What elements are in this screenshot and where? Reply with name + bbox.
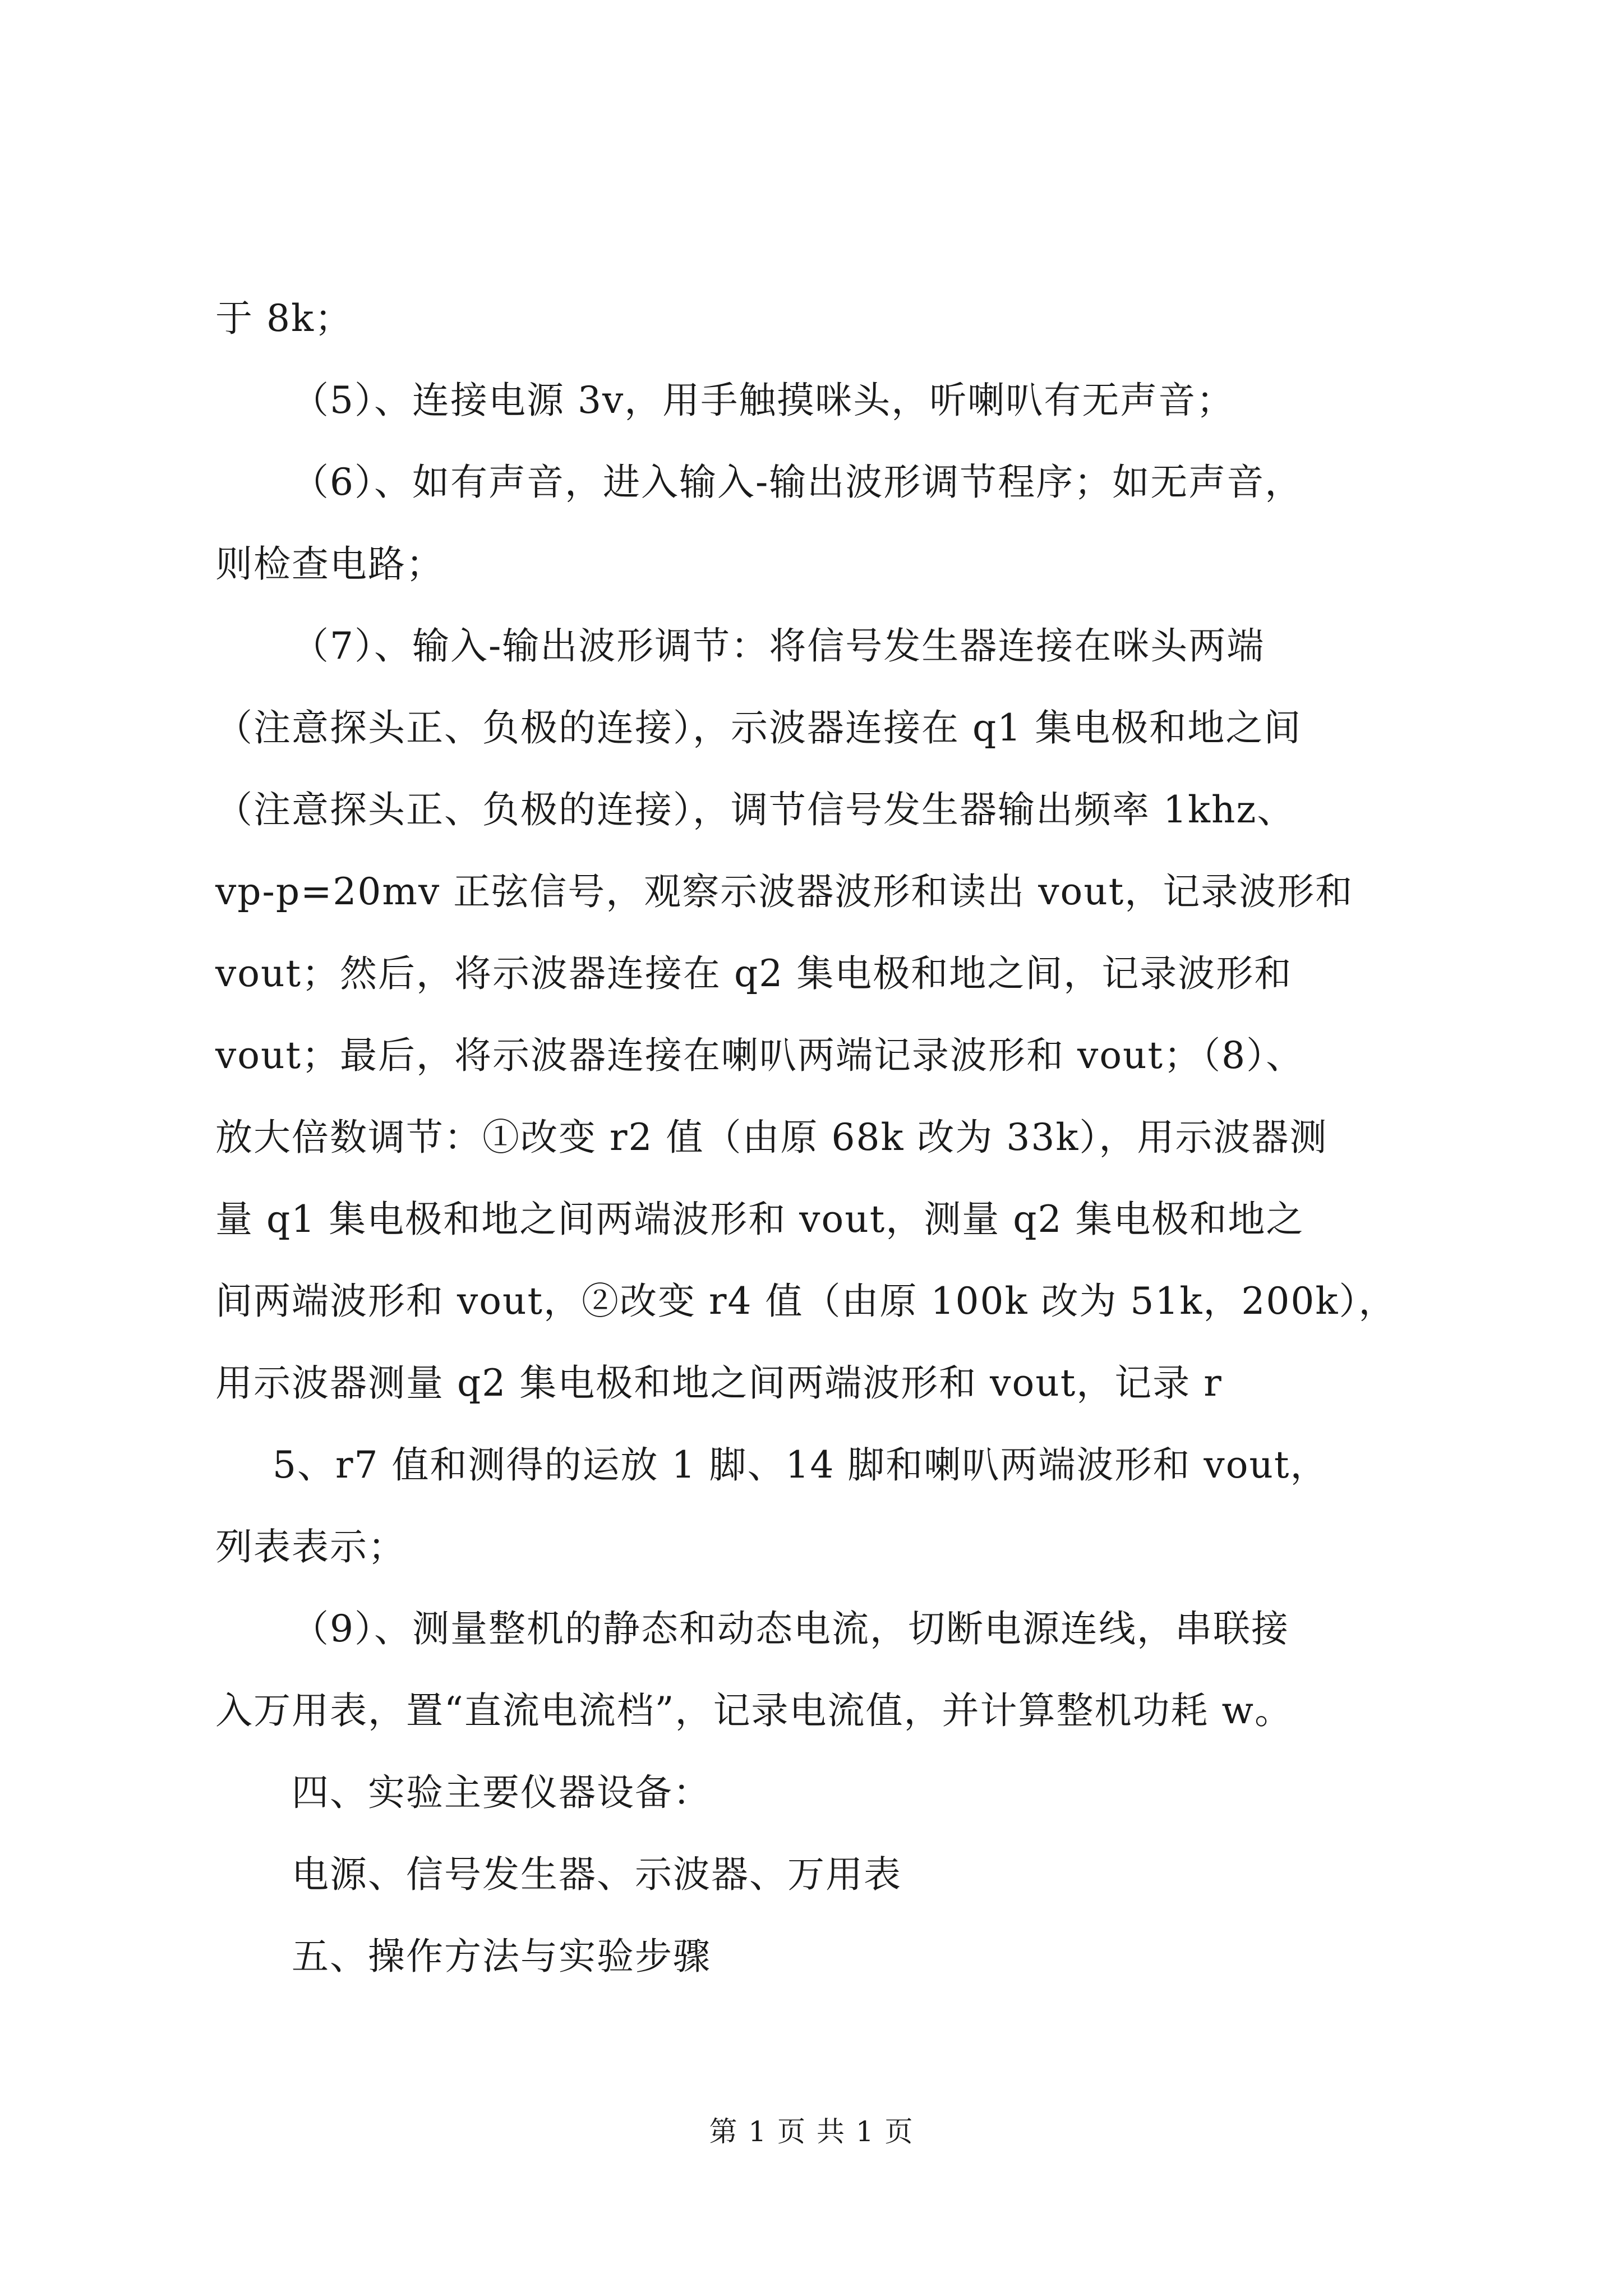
document-line: （6）、如有声音，进入输入-输出波形调节程序；如无声音， <box>292 461 1303 504</box>
document-line: 电源、信号发生器、示波器、万用表 <box>292 1853 902 1896</box>
document-line: 量 q1 集电极和地之间两端波形和 vout，测量 q2 集电极和地之 <box>215 1198 1304 1241</box>
document-line: （5）、连接电源 3v，用手触摸咪头，听喇叭有无声音； <box>292 379 1235 422</box>
document-line: （7）、输入-输出波形调节：将信号发生器连接在咪头两端 <box>292 624 1265 668</box>
document-line: vout；然后，将示波器连接在 q2 集电极和地之间，记录波形和 <box>215 952 1293 995</box>
document-line: 间两端波形和 vout，②改变 r4 值（由原 100k 改为 51k，200k）， <box>215 1280 1397 1323</box>
document-line: 放大倍数调节：①改变 r2 值（由原 68k 改为 33k），用示波器测 <box>215 1116 1328 1159</box>
document-line: 5、r7 值和测得的运放 1 脚、14 脚和喇叭两端波形和 vout， <box>273 1443 1329 1487</box>
document-line: vp-p=20mv 正弦信号，观察示波器波形和读出 vout，记录波形和 <box>215 870 1354 913</box>
document-body <box>215 278 1427 1998</box>
document-line: （9）、测量整机的静态和动态电流，切断电源连线，串联接 <box>292 1607 1289 1650</box>
document-line: 于 8k； <box>215 297 353 340</box>
document-line: 入万用表，置“直流电流档”，记录电流值，并计算整机功耗 w。 <box>215 1689 1293 1732</box>
document-line: 用示波器测量 q2 集电极和地之间两端波形和 vout，记录 r <box>215 1361 1223 1405</box>
document-line: vout；最后，将示波器连接在喇叭两端记录波形和 vout；（8）、 <box>215 1034 1304 1077</box>
document-line: （注意探头正、负极的连接），调节信号发生器输出频率 1khz、 <box>215 788 1295 831</box>
document-line: 五、操作方法与实验步骤 <box>292 1935 711 1978</box>
document-line: 则检查电路； <box>215 542 444 586</box>
document-line: 四、实验主要仪器设备： <box>292 1771 711 1814</box>
document-line: （注意探头正、负极的连接），示波器连接在 q1 集电极和地之间 <box>215 706 1302 749</box>
document-line: 列表表示； <box>215 1525 406 1568</box>
page-footer: 第 1 页 共 1 页 <box>709 2115 914 2148</box>
